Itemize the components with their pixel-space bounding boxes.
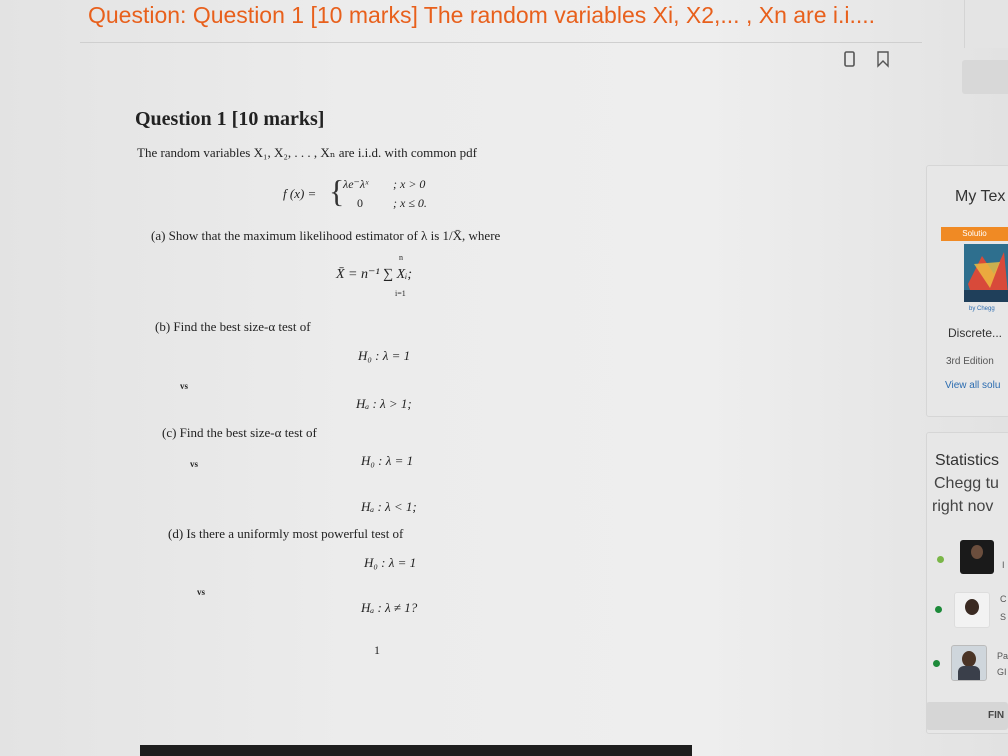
- tutors-heading-line2: Chegg tu: [934, 475, 999, 492]
- find-tutor-button-label: FIN: [988, 710, 1005, 721]
- part-d-alt-hypothesis: Hₐ : λ ≠ 1?: [361, 600, 418, 615]
- tutor-online-status-icon: [933, 660, 940, 667]
- question-intro: The random variables X₁, X₂, . . . , Xₙ are i.i.d. with common pdf: [137, 145, 477, 160]
- find-tutor-button[interactable]: [926, 702, 1008, 730]
- my-textbooks-heading[interactable]: My Tex: [955, 188, 1006, 205]
- tutor-info: S: [1000, 612, 1007, 622]
- pdf-brace: {: [329, 173, 345, 209]
- part-d-vs: vs: [197, 587, 206, 597]
- part-c-null-hypothesis: H₀ : λ = 1: [361, 453, 414, 468]
- tutor-info: I: [1002, 560, 1005, 570]
- pdf-case2-cond: ; x ≤ 0.: [393, 196, 427, 210]
- sum-upper-limit: n: [399, 253, 403, 262]
- textbook-cover[interactable]: [964, 244, 1008, 302]
- part-b-vs: vs: [180, 381, 189, 391]
- part-c-alt-hypothesis: Hₐ : λ < 1;: [361, 499, 417, 514]
- tutor-name: C: [1000, 594, 1007, 604]
- part-c-vs: vs: [190, 459, 199, 469]
- tutors-heading-line3: right nov: [932, 498, 994, 515]
- by-chegg-label: by Chegg: [969, 306, 995, 312]
- page-number: 1: [374, 643, 380, 657]
- part-b-alt-hypothesis: Hₐ : λ > 1;: [356, 396, 412, 411]
- tutors-heading-line1: Statistics: [935, 452, 1000, 469]
- tutor-info: GI: [997, 667, 1007, 677]
- view-all-solutions-link[interactable]: View all solu: [945, 380, 1001, 391]
- xbar-formula: X̄ = n⁻¹ ∑ Xᵢ;: [336, 267, 412, 282]
- textbook-edition: 3rd Edition: [946, 356, 994, 367]
- tutor-avatar[interactable]: [951, 645, 987, 681]
- pdf-lhs: f (x) =: [283, 186, 317, 201]
- pdf-case1-expr: λe⁻λˣ: [343, 177, 369, 191]
- part-d-text: (d) Is there a uniformly most powerful test of: [168, 526, 404, 541]
- pdf-case1-cond: ; x > 0: [393, 177, 426, 191]
- tutor-name: Pa: [997, 651, 1008, 661]
- question-page-title: Question: Question 1 [10 marks] The random variables Xi, X2,... , Xn are i.i....: [88, 2, 876, 28]
- part-a-text: (a) Show that the maximum likelihood estimator of λ is 1/X̄, where: [151, 228, 501, 243]
- pdf-case2-expr: 0: [357, 196, 363, 210]
- tutor-avatar[interactable]: [960, 540, 994, 574]
- part-d-null-hypothesis: H₀ : λ = 1: [364, 555, 417, 570]
- sum-lower-limit: i=1: [395, 289, 406, 298]
- tutor-online-status-icon: [937, 556, 944, 563]
- sidebar-top-panel: [964, 0, 1008, 48]
- part-c-text: (c) Find the best size-α test of: [162, 425, 317, 440]
- part-b-text: (b) Find the best size-α test of: [155, 319, 311, 334]
- part-b-null-hypothesis: H₀ : λ = 1: [358, 348, 411, 363]
- tutor-avatar[interactable]: [954, 592, 990, 628]
- textbook-title[interactable]: Discrete...: [948, 326, 1003, 340]
- tutor-online-status-icon: [935, 606, 942, 613]
- sidebar-action-button[interactable]: [962, 60, 1008, 94]
- solutions-badge: Solutio: [941, 227, 1008, 241]
- question-heading: Question 1 [10 marks]: [135, 108, 325, 130]
- taskbar-strip: [140, 745, 692, 756]
